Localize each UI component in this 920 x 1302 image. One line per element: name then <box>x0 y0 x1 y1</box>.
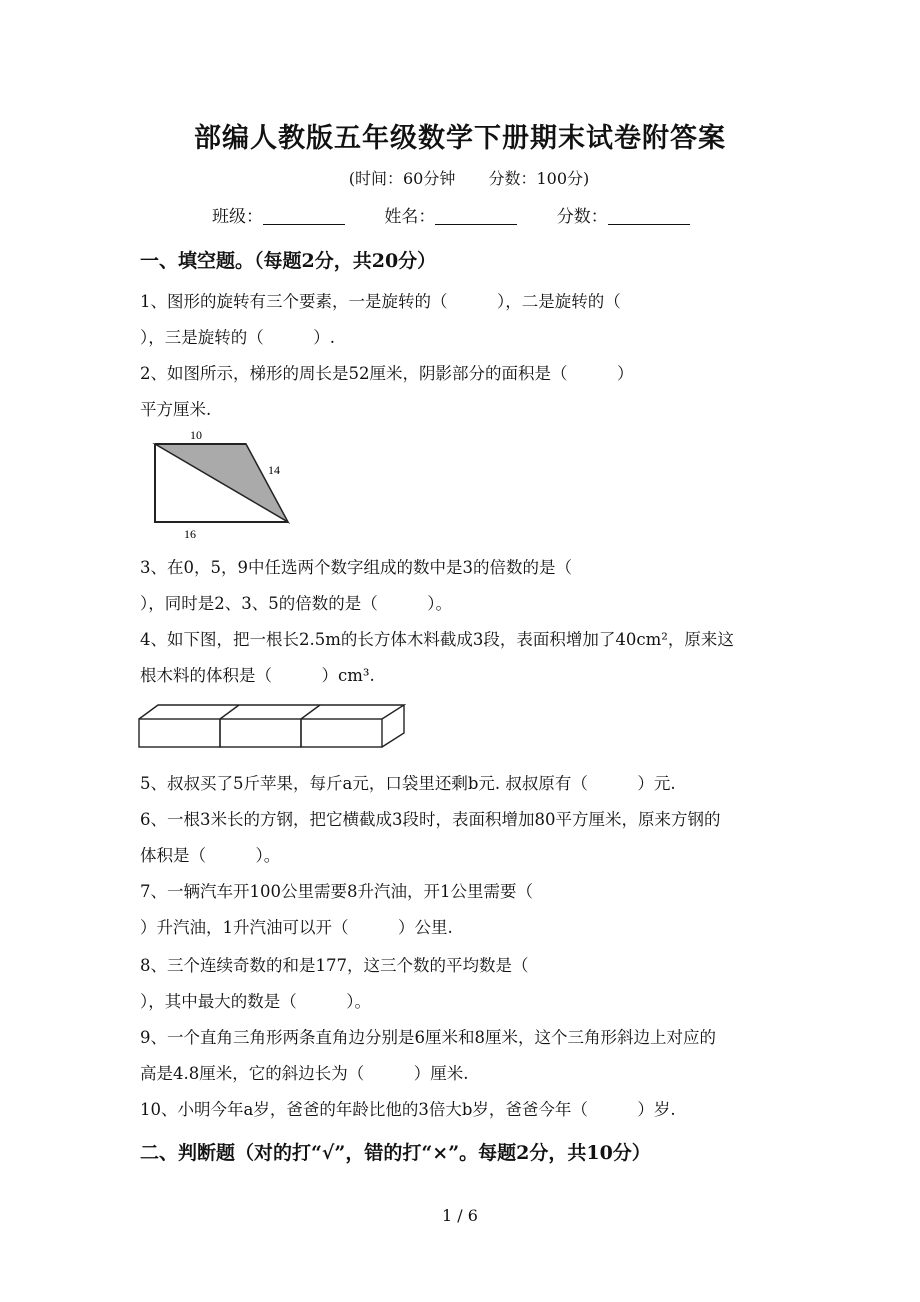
name-blank[interactable] <box>435 208 517 225</box>
beam-top-face <box>139 705 404 719</box>
question-line: 根木料的体积是（ ）cm³. <box>140 666 375 685</box>
question-line: 4、如下图，把一根长2.5m的长方体木料截成3段，表面积增加了40cm²，原来这 <box>140 630 734 649</box>
label-side: 14 <box>268 463 280 477</box>
question-line: 体积是（ ）。 <box>140 846 281 865</box>
points-field[interactable] <box>557 202 690 227</box>
beam-segment-front <box>301 719 382 747</box>
label-top: 10 <box>190 428 202 442</box>
page-number: 1 / 6 <box>442 1206 478 1225</box>
question-line: 5、叔叔买了5斤苹果，每斤a元，口袋里还剩b元. 叔叔原有（ ）元. <box>140 774 676 793</box>
trapezoid-figure <box>140 426 300 544</box>
question-line: 10、小明今年a岁，爸爸的年龄比他的3倍大b岁，爸爸今年（ ）岁. <box>140 1100 676 1119</box>
question-line: ），其中最大的数是（ ）。 <box>140 992 371 1011</box>
beam-segment-front <box>220 719 301 747</box>
section-heading-fill: 一、填空题。（每题2分，共20分） <box>140 250 437 272</box>
class-field[interactable] <box>212 202 345 227</box>
page-title: 部编人教版五年级数学下册期末试卷附答案 <box>194 123 726 154</box>
points-blank[interactable] <box>608 208 690 225</box>
name-label: 姓名： <box>384 207 436 227</box>
exam-score: 分数：100分) <box>488 169 590 188</box>
question-line: 6、一根3米长的方钢，把它横截成3段时，表面积增加80平方厘米，原来方钢的 <box>140 810 721 829</box>
wood-beam-figure <box>136 700 412 752</box>
question-line: ），同时是2、3、5的倍数的是（ ）。 <box>140 594 452 613</box>
question-line: 1、图形的旋转有三个要素，一是旋转的（ ），二是旋转的（ <box>140 292 621 311</box>
shaded-triangle <box>155 444 288 522</box>
question-line: ），三是旋转的（ ）. <box>140 328 335 347</box>
label-bottom: 16 <box>184 527 196 541</box>
section-heading-judge: 二、判断题（对的打“√”，错的打“×”。每题2分，共10分） <box>140 1142 651 1164</box>
question-line: 8、三个连续奇数的和是177，这三个数的平均数是（ <box>140 956 529 975</box>
question-line: 2、如图所示，梯形的周长是52厘米，阴影部分的面积是（ ） <box>140 364 634 383</box>
question-line: 9、一个直角三角形两条直角边分别是6厘米和8厘米，这个三角形斜边上对应的 <box>140 1028 716 1047</box>
beam-cut-line <box>301 705 320 719</box>
class-label: 班级： <box>212 207 263 227</box>
exam-time: (时间：60分钟 <box>348 169 456 188</box>
class-blank[interactable] <box>263 208 345 225</box>
exam-meta <box>0 166 920 189</box>
question-line: ）升汽油，1升汽油可以开（ ）公里. <box>140 918 453 937</box>
question-line: 3、在0，5，9中任选两个数字组成的数中是3的倍数的是（ <box>140 558 572 577</box>
beam-cut-line <box>220 705 239 719</box>
student-info <box>212 202 724 227</box>
beam-segment-front <box>139 719 220 747</box>
question-line: 高是4.8厘米，它的斜边长为（ ）厘米. <box>140 1064 469 1083</box>
name-field[interactable] <box>384 202 517 227</box>
question-line: 平方厘米. <box>140 400 212 419</box>
points-label: 分数： <box>556 207 608 227</box>
question-line: 7、一辆汽车开100公里需要8升汽油，开1公里需要（ <box>140 882 533 901</box>
